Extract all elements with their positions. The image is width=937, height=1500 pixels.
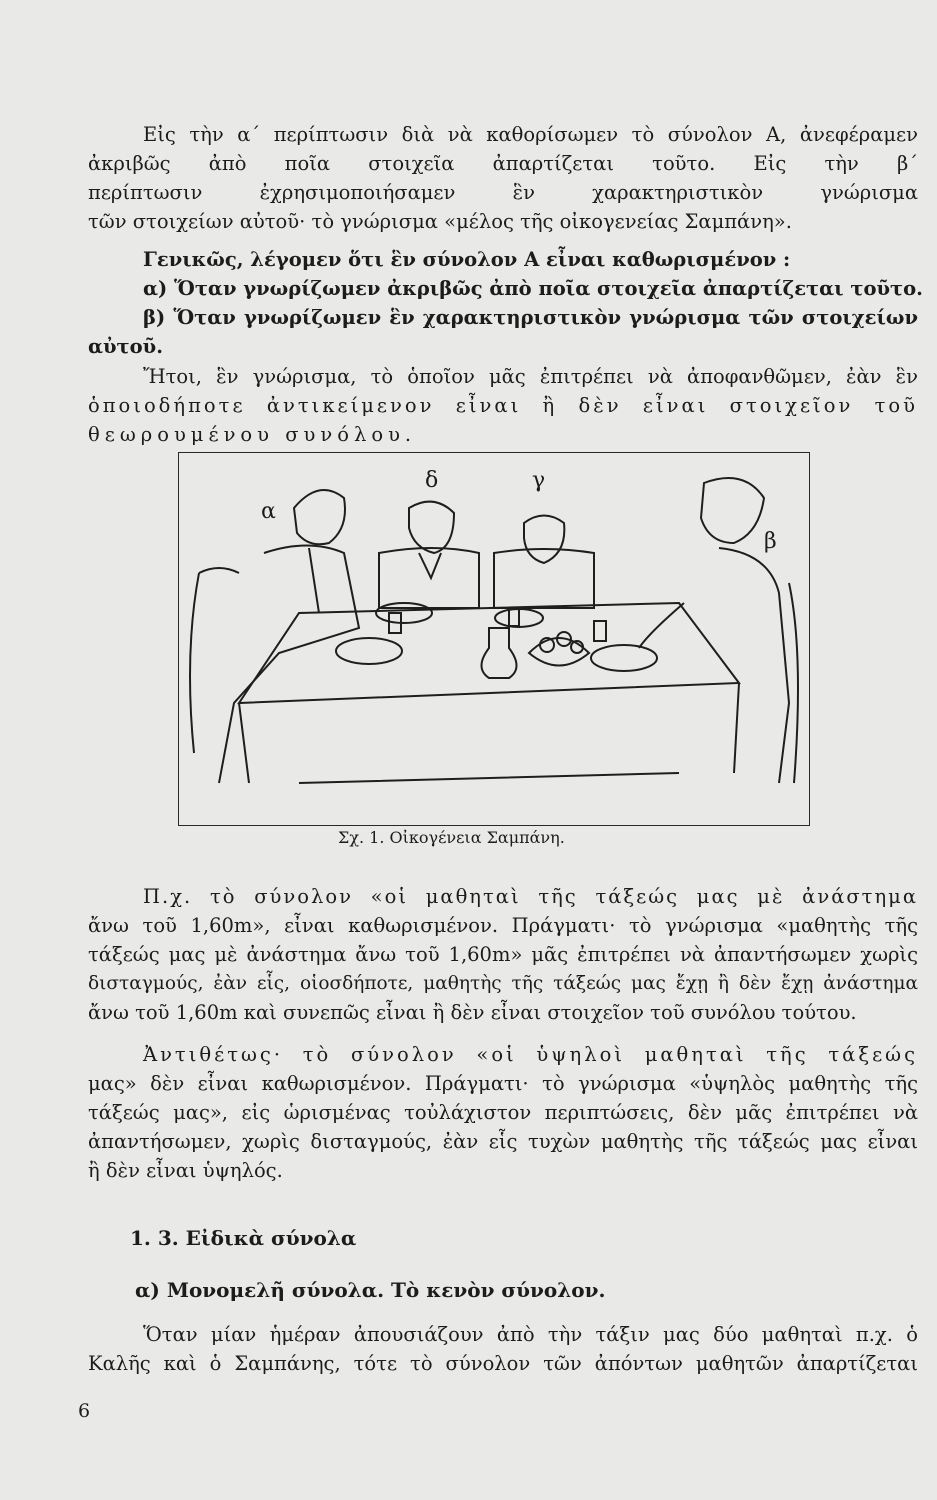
paragraph-1 [88,120,918,236]
definition-case-a: α) Ὅταν γνωρίζωμεν ἀκριβῶς ἀπὸ ποῖα στοιχεῖα ἀπαρτίζεται τοῦτο. [143,277,923,300]
text-line: Ἤτοι, ἓν γνώρισμα, τὸ ὁποῖον μᾶς ἐπιτρέπει νὰ ἀποφανθῶμεν, ἐὰν ἓν [143,365,918,388]
table-top [239,603,739,703]
father-body [219,546,359,784]
table-cloth [239,683,739,783]
text-line: θεωρουμένου συνόλου. [88,423,417,446]
father-tie [309,548,319,613]
definition-case-b-end: αὐτοῦ. [88,335,163,358]
family-drawing [179,453,809,825]
label-delta: δ [425,468,439,493]
plate [336,638,402,664]
label-alpha: α [261,499,276,524]
glass [509,608,519,626]
text-line: ἄνω τοῦ 1,60m», εἶναι καθωρισμένον. Πράγματι· τὸ γνώρισμα «μαθητὴς τῆς [88,914,918,937]
label-beta: β [764,529,777,554]
text-line: τάξεώς μας μὲ ἀνάστημα ἄνω τοῦ 1,60m» μᾶς ἐπιτρέπει νὰ ἀπαντήσωμεν χωρὶς [88,943,918,966]
mother-head [701,478,764,543]
text-line: ἢ δὲν εἶναι ὑψηλός. [88,1159,283,1182]
text-line: Π.χ. τὸ σύνολον «οἱ μαθηταὶ τῆς τάξεώς μας μὲ ἀνάστημα [143,885,918,908]
paragraph-5 [88,1320,918,1378]
text-line: ἀπαντήσωμεν, χωρὶς δισταγμούς, ἐὰν εἷς τυχὼν μαθητὴς τῆς τάξεώς μας εἶναι [88,1130,918,1153]
subsection-heading: α) Μονομελῆ σύνολα. Τὸ κενὸν σύνολον. [135,1278,606,1302]
text-line: Εἰς τὴν α΄ περίπτωσιν διὰ νὰ καθορίσωμεν τὸ σύνολον Α, ἀνεφέραμεν [143,123,918,146]
paragraph-4 [88,1040,918,1185]
text-line: Καλῆς καὶ ὁ Σαμπάνης, τότε τὸ σύνολον τῶν ἀπόντων μαθητῶν ἀπαρτίζεται [88,1352,918,1375]
text-line: Ἀντιθέτως· τὸ σύνολον «οἱ ὑψηλοὶ μαθηταὶ τῆς τάξεώς [143,1043,918,1066]
label-gamma: γ [532,468,546,493]
text-line: τάξεώς μας», εἰς ὡρισμένας τοὐλάχιστον περιπτώσεις, δὲν μᾶς ἐπιτρέπει νὰ [88,1101,918,1124]
figure-caption: Σχ. 1. Οἰκογένεια Σαμπάνη. [338,828,565,847]
definition-case-b: β) Ὅταν γνωρίζωμεν ἓν χαρακτηριστικὸν γνώρισμα τῶν στοιχείων [143,306,918,329]
plate [591,645,657,671]
definition-block [88,245,923,361]
mother-body [639,548,789,783]
text-line: μας» δὲν εἶναι καθωρισμένον. Πράγματι· τὸ γνώρισμα «ὑψηλὸς μαθητὴς τῆς [88,1072,918,1095]
text-line: ὁποιοδήποτε ἀντικείμενον εἶναι ἢ δὲν εἶναι στοιχεῖον τοῦ [88,394,918,417]
family-illustration [178,452,810,826]
girl-chair [379,548,479,608]
definition-intro: Γενικῶς, λέγομεν ὅτι ἓν σύνολον Α εἶναι καθωρισμένον : [143,248,791,271]
boy-chair [494,549,594,608]
girl-bow [419,553,441,578]
paragraph-3 [88,882,918,1027]
girl-head [409,502,454,553]
plate [376,603,432,623]
text-line: δισταγμούς, ἐὰν εἷς, οἱοσδήποτε, μαθητὴς τῆς τάξεώς μας ἔχῃ ἢ δὲν ἔχῃ ἀνάστημα [88,973,918,994]
glass [594,621,606,641]
carafe [482,628,517,678]
section-heading: 1. 3. Εἰδικὰ σύνολα [130,1226,357,1250]
text-line: τῶν στοιχείων αὐτοῦ· τὸ γνώρισμα «μέλος τῆς οἰκογενείας Σαμπάνη». [88,210,792,233]
text-line: ἄνω τοῦ 1,60m καὶ συνεπῶς εἶναι ἢ δὲν εἶναι στοιχεῖον τοῦ συνόλου τούτου. [88,1001,857,1024]
text-line: ἀκριβῶς ἀπὸ ποῖα στοιχεῖα ἀπαρτίζεται τοῦτο. Εἰς τὴν β΄ [88,152,918,175]
text-line: Ὅταν μίαν ἡμέραν ἀπουσιάζουν ἀπὸ τὴν τάξιν μας δύο μαθηταὶ π.χ. ὁ [143,1323,918,1346]
boy-head [524,516,564,564]
father-chair [190,568,239,753]
paragraph-2 [88,362,918,449]
text-line: περίπτωσιν ἐχρησιμοποιήσαμεν ἓν χαρακτηριστικὸν γνώρισμα [88,181,918,204]
page-number: 6 [78,1400,91,1422]
mother-chair [789,583,798,783]
father-head [294,490,345,544]
